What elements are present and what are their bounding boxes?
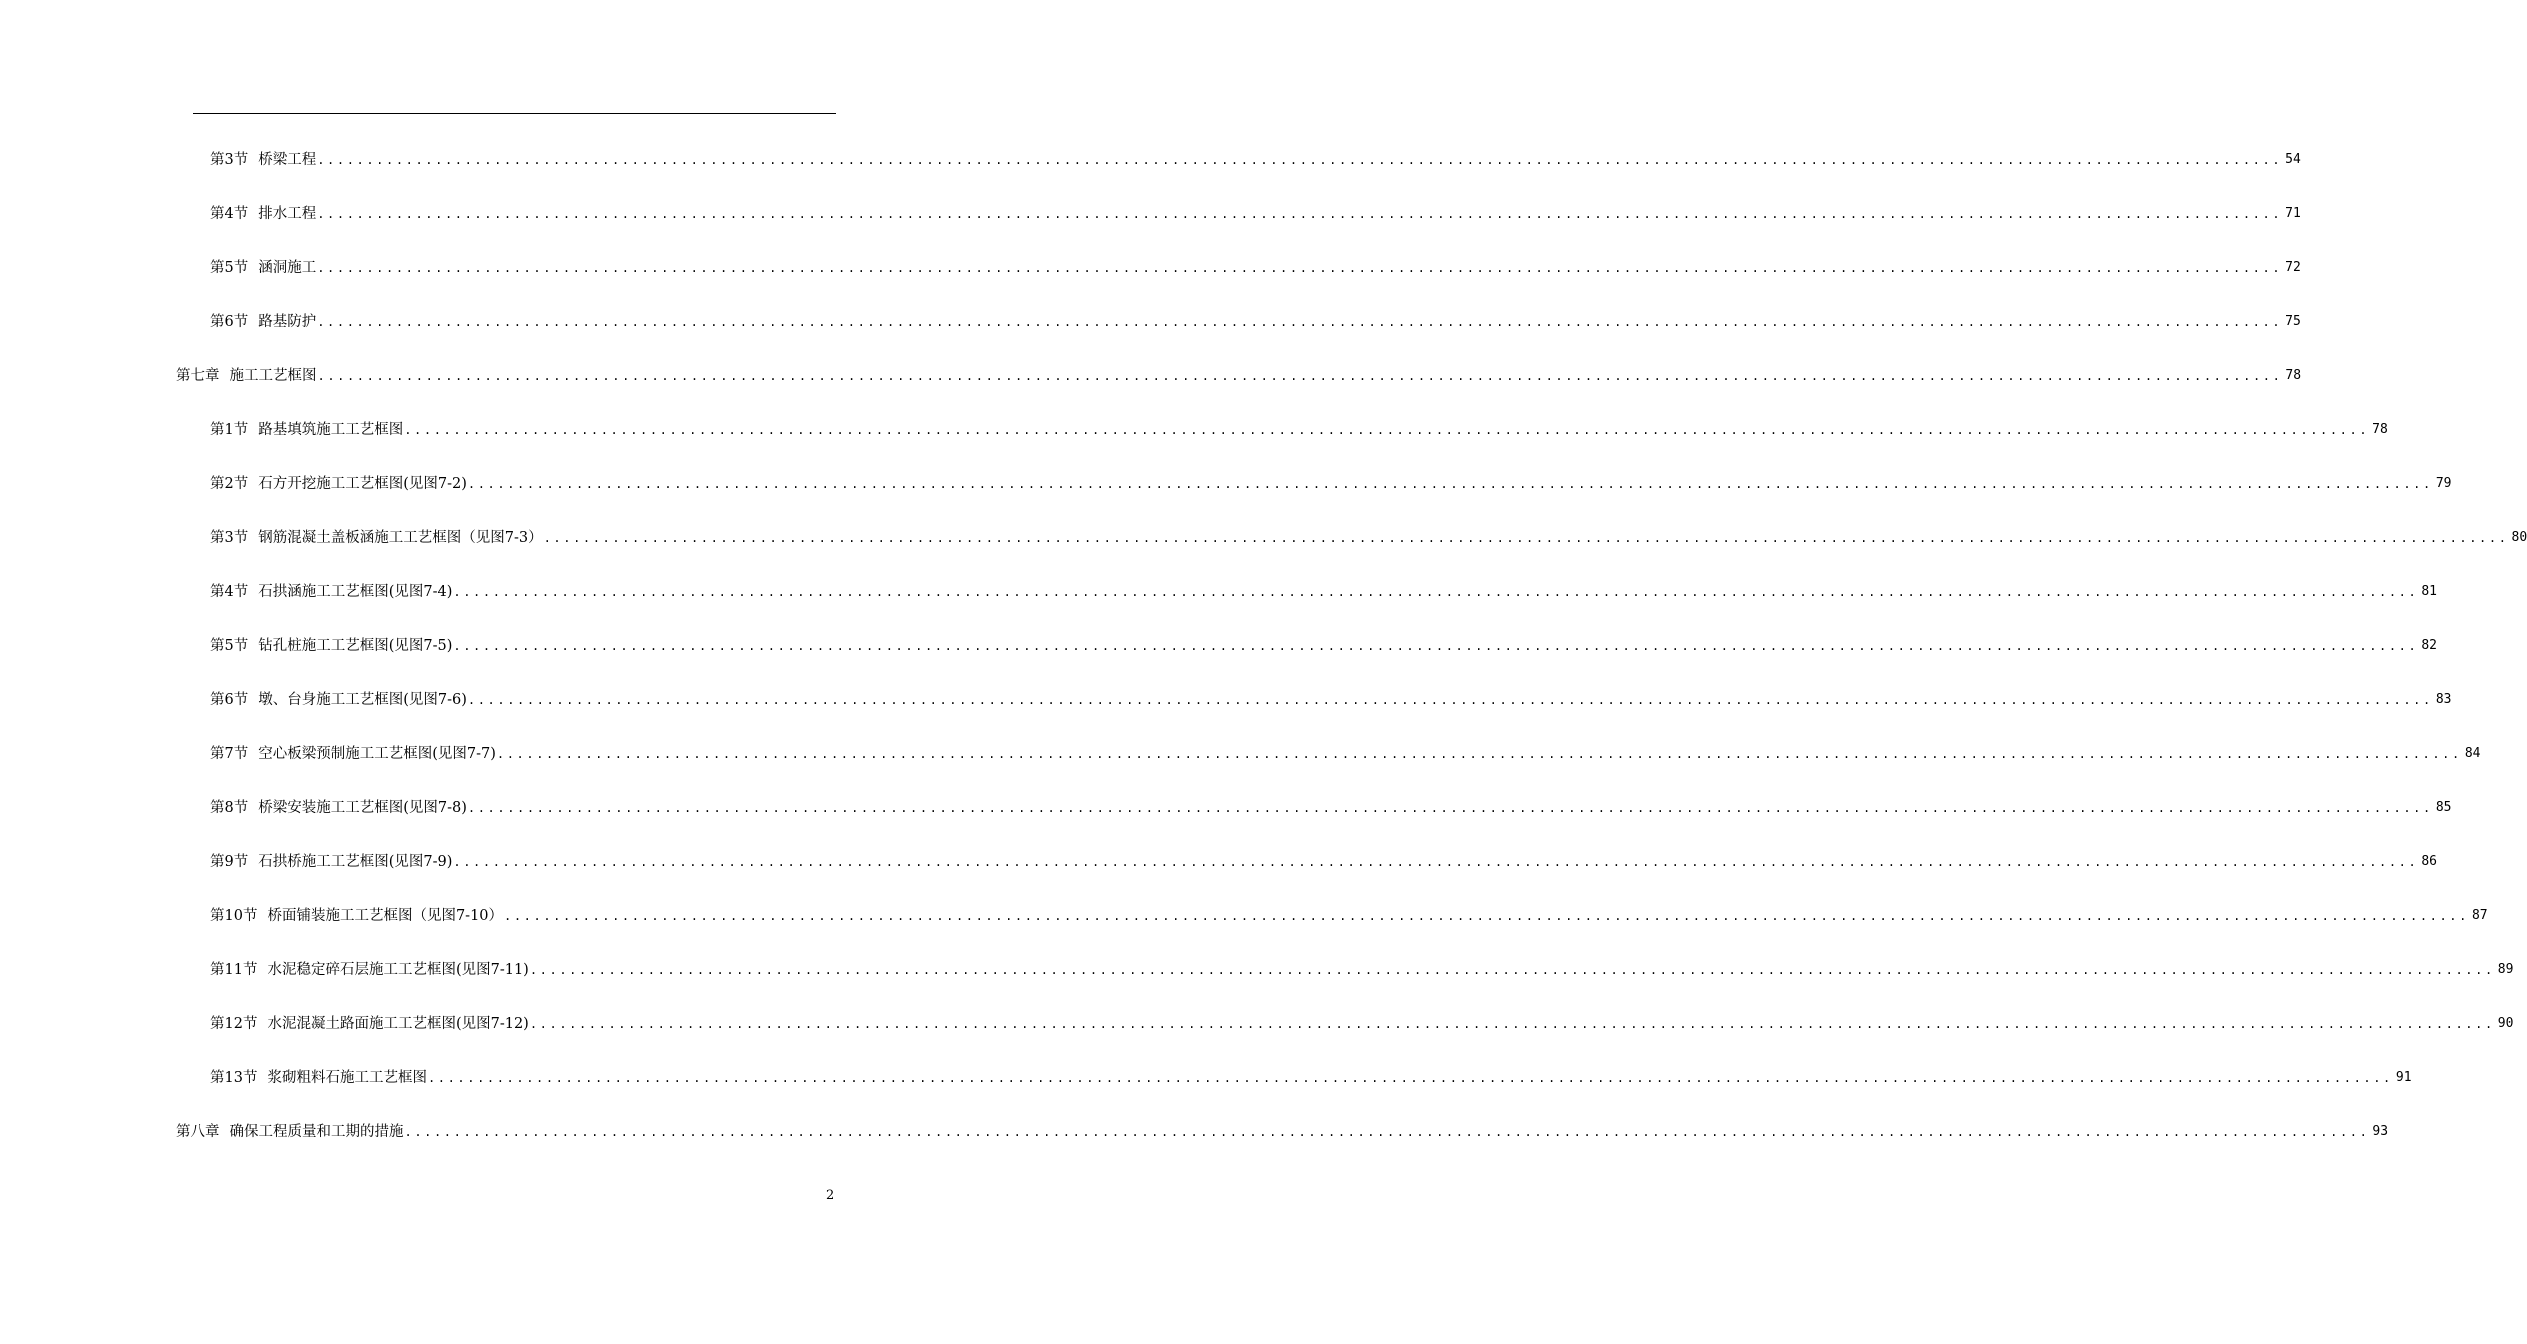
toc-entry-number: 第5节 — [210, 638, 249, 654]
toc-dot-leader: ........................................................................................................................................................................................................ — [317, 153, 2283, 167]
toc-entry-page: 78 — [2372, 422, 2388, 437]
toc-entry-title: 石方开挖施工工艺框图(见图7-2) — [258, 476, 467, 492]
toc-dot-leader: ........................................................................................................................................................................................................ — [453, 639, 2419, 653]
toc-entry-title: 桥梁安装施工工艺框图(见图7-8) — [258, 800, 467, 816]
toc-entry-title: 桥梁工程 — [258, 152, 317, 168]
toc-section-entry[interactable] — [210, 743, 2481, 765]
toc-section-entry[interactable] — [210, 527, 2527, 549]
toc-entry-number: 第3节 — [210, 530, 249, 546]
toc-entry-title: 浆砌粗料石施工工艺框图 — [267, 1070, 427, 1086]
toc-section-entry[interactable] — [210, 959, 2514, 981]
toc-section-entry[interactable] — [210, 419, 2388, 441]
toc-section-entry[interactable] — [210, 797, 2452, 819]
toc-entry-title: 涵洞施工 — [258, 260, 317, 276]
toc-section-entry[interactable] — [210, 581, 2437, 603]
toc-chapter-entry[interactable] — [176, 365, 2302, 387]
toc-entry-title: 墩、台身施工工艺框图(见图7-6) — [258, 692, 467, 708]
toc-section-entry[interactable] — [210, 689, 2452, 711]
toc-entry-number: 第12节 — [210, 1016, 258, 1032]
toc-entry-number: 第6节 — [210, 314, 249, 330]
toc-entry-title: 石拱桥施工工艺框图(见图7-9) — [258, 854, 453, 870]
toc-entry-number: 第4节 — [210, 584, 249, 600]
toc-entry-page: 85 — [2435, 800, 2452, 815]
toc-dot-leader: ........................................................................................................................................................................................................ — [467, 693, 2433, 707]
toc-entry-number: 第10节 — [210, 908, 258, 924]
toc-dot-leader: ........................................................................................................................................................................................................ — [467, 477, 2433, 491]
toc-entry-title: 钻孔桩施工工艺框图(见图7-5) — [258, 638, 453, 654]
toc-entry-number: 第5节 — [210, 260, 249, 276]
toc-dot-leader: ........................................................................................................................................................................................................ — [543, 531, 2509, 545]
toc-entry-number: 第1节 — [210, 422, 249, 438]
page-number: 2 — [826, 1188, 835, 1203]
toc-entry-page: 82 — [2421, 638, 2437, 653]
toc-dot-leader: ........................................................................................................................................................................................................ — [317, 261, 2283, 275]
toc-dot-leader: ........................................................................................................................................................................................................ — [427, 1071, 2393, 1085]
toc-entry-number: 第7节 — [210, 746, 249, 762]
toc-section-entry[interactable] — [210, 473, 2452, 495]
toc-section-entry[interactable] — [210, 635, 2437, 657]
toc-entry-title: 石拱涵施工工艺框图(见图7-4) — [258, 584, 453, 600]
toc-entry-page: 71 — [2285, 206, 2301, 221]
toc-entry-title: 桥面铺装施工工艺框图（见图7-10） — [267, 908, 504, 924]
toc-dot-leader: ........................................................................................................................................................................................................ — [529, 963, 2495, 977]
toc-section-entry[interactable] — [210, 311, 2301, 333]
toc-entry-page: 93 — [2372, 1124, 2389, 1139]
toc-section-entry[interactable] — [210, 257, 2301, 279]
toc-entry-number: 第4节 — [210, 206, 249, 222]
toc-entry-title: 水泥稳定碎石层施工工艺框图(见图7-11) — [267, 962, 529, 978]
toc-chapter-entry[interactable] — [176, 1121, 2389, 1143]
toc-entry-number: 第七章 — [176, 368, 220, 384]
toc-dot-leader: ........................................................................................................................................................................................................ — [529, 1017, 2495, 1031]
toc-dot-leader: ........................................................................................................................................................................................................ — [453, 855, 2419, 869]
toc-entry-number: 第13节 — [210, 1070, 258, 1086]
toc-section-entry[interactable] — [210, 1013, 2514, 1035]
toc-dot-leader: ........................................................................................................................................................................................................ — [496, 747, 2462, 761]
toc-entry-title: 水泥混凝土路面施工工艺框图(见图7-12) — [267, 1016, 529, 1032]
toc-dot-leader: ........................................................................................................................................................................................................ — [453, 585, 2419, 599]
toc-entry-number: 第8节 — [210, 800, 249, 816]
toc-entry-number: 第2节 — [210, 476, 249, 492]
toc-entry-title: 钢筋混凝土盖板涵施工工艺框图（见图7-3） — [258, 530, 543, 546]
toc-entry-number: 第3节 — [210, 152, 249, 168]
toc-dot-leader: ........................................................................................................................................................................................................ — [317, 315, 2283, 329]
toc-section-entry[interactable] — [210, 851, 2437, 873]
toc-entry-page: 72 — [2285, 260, 2301, 275]
toc-dot-leader: ........................................................................................................................................................................................................ — [317, 369, 2283, 383]
toc-entry-page: 79 — [2435, 476, 2452, 491]
toc-section-entry[interactable] — [210, 905, 2488, 927]
toc-dot-leader: ........................................................................................................................................................................................................ — [404, 1125, 2370, 1139]
toc-entry-number: 第9节 — [210, 854, 249, 870]
header-rule — [193, 113, 836, 114]
toc-section-entry[interactable] — [210, 203, 2301, 225]
toc-entry-page: 83 — [2435, 692, 2452, 707]
toc-entry-title: 路基填筑施工工艺框图 — [258, 422, 404, 438]
toc-section-entry[interactable] — [210, 149, 2301, 171]
toc-entry-title: 施工工艺框图 — [229, 368, 317, 384]
toc-entry-page: 90 — [2497, 1016, 2514, 1031]
toc-entry-page: 54 — [2285, 152, 2301, 167]
toc-dot-leader: ........................................................................................................................................................................................................ — [404, 423, 2370, 437]
toc-dot-leader: ........................................................................................................................................................................................................ — [504, 909, 2469, 923]
toc-section-entry[interactable] — [210, 1067, 2412, 1089]
toc-entry-page: 86 — [2421, 854, 2437, 869]
toc-entry-page: 80 — [2511, 530, 2527, 545]
toc-dot-leader: ........................................................................................................................................................................................................ — [467, 801, 2433, 815]
toc-entry-title: 确保工程质量和工期的措施 — [229, 1124, 404, 1140]
toc-entry-page: 84 — [2464, 746, 2481, 761]
toc-entry-number: 第6节 — [210, 692, 249, 708]
toc-entry-title: 空心板梁预制施工工艺框图(见图7-7) — [258, 746, 496, 762]
toc-entry-page: 91 — [2395, 1070, 2412, 1085]
toc-entry-title: 路基防护 — [258, 314, 317, 330]
toc-entry-number: 第八章 — [176, 1124, 220, 1140]
toc-entry-page: 87 — [2471, 908, 2488, 923]
toc-entry-number: 第11节 — [210, 962, 258, 978]
toc-entry-page: 81 — [2421, 584, 2437, 599]
toc-entry-page: 75 — [2285, 314, 2301, 329]
toc-entry-title: 排水工程 — [258, 206, 317, 222]
toc-dot-leader: ........................................................................................................................................................................................................ — [317, 207, 2283, 221]
toc-entry-page: 89 — [2497, 962, 2514, 977]
toc-entry-page: 78 — [2285, 368, 2302, 383]
